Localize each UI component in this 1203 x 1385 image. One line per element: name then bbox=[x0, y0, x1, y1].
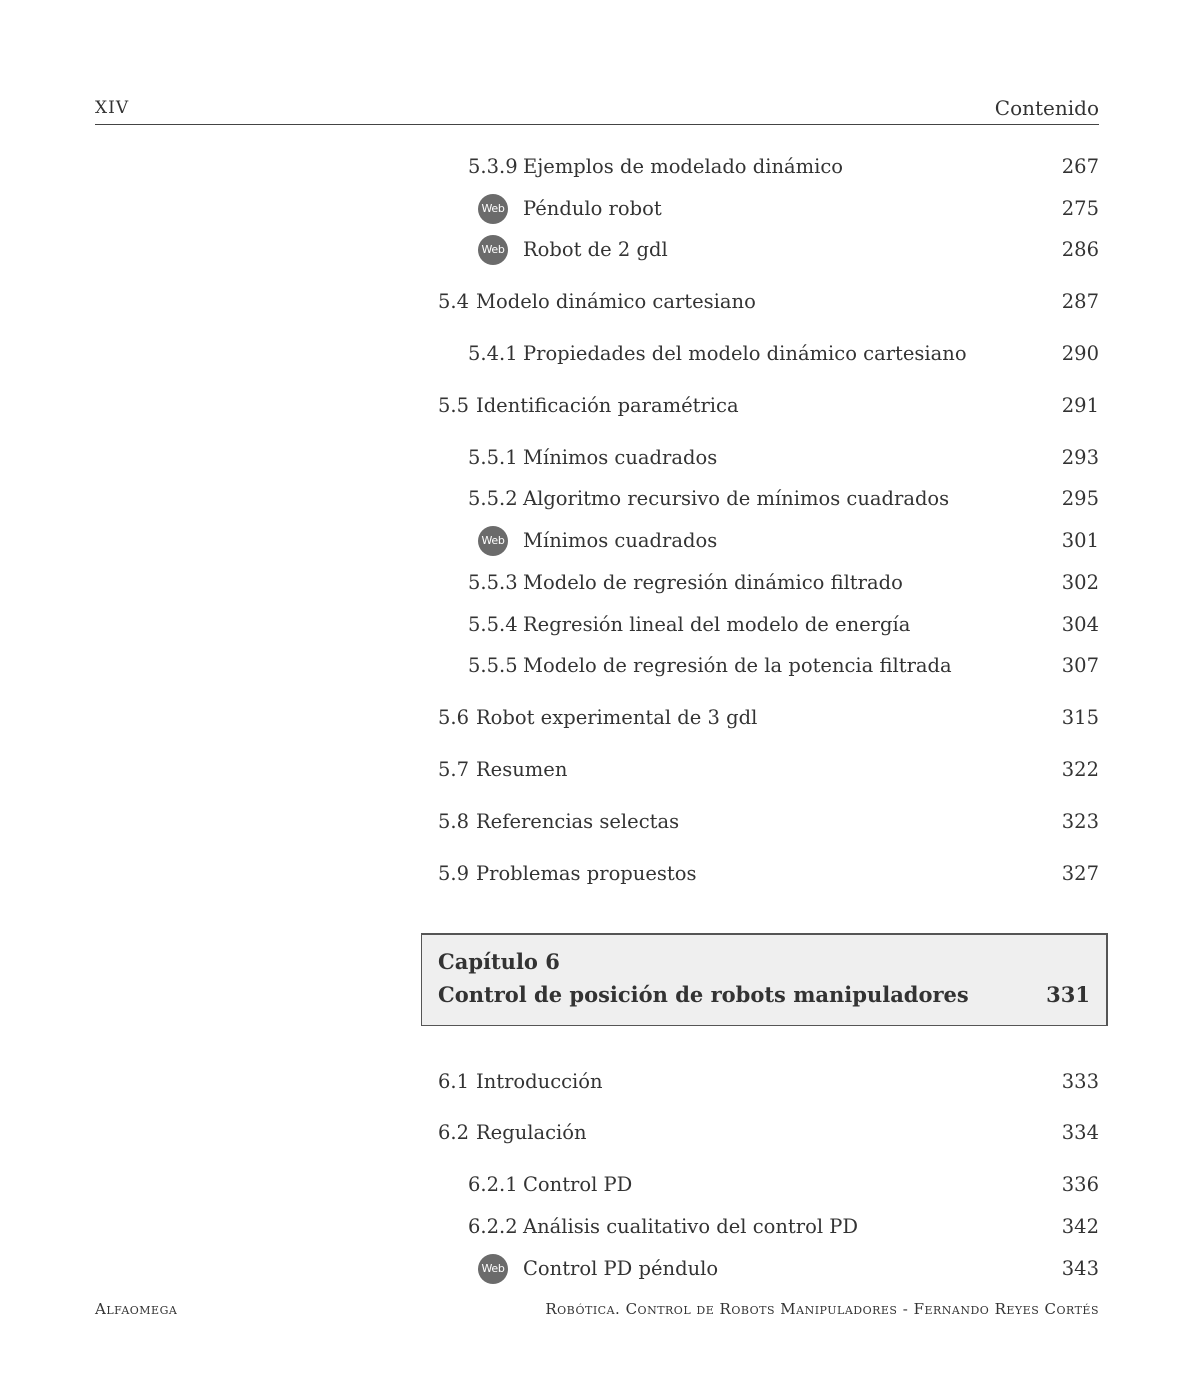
toc-entry[interactable] bbox=[468, 611, 1099, 639]
footer-book-title: Robótica. Control de Robots Manipuladores - Fernando Reyes Cortés bbox=[545, 1300, 1099, 1318]
toc-entry-title: Problemas propuestos bbox=[476, 862, 697, 885]
toc-entry-title: Modelo de regresión dinámico filtrado bbox=[523, 571, 903, 594]
chapter-page: 331 bbox=[1046, 982, 1090, 1007]
toc-entry-title: Péndulo robot bbox=[523, 197, 662, 220]
toc-entry-title: Robot experimental de 3 gdl bbox=[476, 706, 758, 729]
toc-entry-number: 5.5.2 bbox=[468, 487, 518, 510]
toc-entry-number: 5.5.4 bbox=[468, 613, 518, 636]
toc-entry-number: 6.2.2 bbox=[468, 1215, 518, 1238]
toc-entry-title: Referencias selectas bbox=[476, 810, 680, 833]
toc-entry[interactable] bbox=[438, 392, 1099, 420]
toc-entry-number: 5.6 bbox=[438, 706, 470, 729]
toc-entry-title: Regulación bbox=[476, 1121, 587, 1144]
toc-entry[interactable] bbox=[438, 1119, 1099, 1147]
toc-entry-page: 286 bbox=[1061, 238, 1099, 261]
web-icon: Web bbox=[478, 194, 508, 224]
toc-entry-page: 334 bbox=[1061, 1121, 1099, 1144]
chapter-heading-box[interactable] bbox=[421, 933, 1108, 1026]
toc-entry-page: 327 bbox=[1061, 862, 1099, 885]
toc-entry[interactable] bbox=[438, 860, 1099, 888]
toc-entry-web[interactable] bbox=[468, 195, 1099, 223]
toc-entry-number: 6.2.1 bbox=[468, 1173, 518, 1196]
toc-entry-page: 304 bbox=[1061, 613, 1099, 636]
toc-entry[interactable] bbox=[438, 808, 1099, 836]
toc-entry-page: 291 bbox=[1061, 394, 1099, 417]
toc-entry-title: Control PD bbox=[523, 1173, 633, 1196]
toc-entry-title: Ejemplos de modelado dinámico bbox=[523, 155, 844, 178]
toc-entry-number: 5.5.3 bbox=[468, 571, 518, 594]
toc-entry-number: 5.4.1 bbox=[468, 342, 518, 365]
toc-entry-title: Robot de 2 gdl bbox=[523, 238, 668, 261]
toc-entry-page: 275 bbox=[1061, 197, 1099, 220]
toc-entry[interactable] bbox=[468, 485, 1099, 513]
toc-entry-web[interactable] bbox=[468, 236, 1099, 264]
toc-entry[interactable] bbox=[438, 288, 1099, 316]
toc-entry-title: Control PD péndulo bbox=[523, 1257, 719, 1280]
toc-entry-number: 5.7 bbox=[438, 758, 470, 781]
toc-entry-number: 5.8 bbox=[438, 810, 470, 833]
toc-entry-title: Modelo de regresión de la potencia filtrada bbox=[523, 654, 952, 677]
toc-entry-title: Mínimos cuadrados bbox=[523, 529, 718, 552]
toc-entry-number: 5.5 bbox=[438, 394, 470, 417]
toc-entry-page: 301 bbox=[1061, 529, 1099, 552]
toc-entry-page: 307 bbox=[1061, 654, 1099, 677]
toc-entry[interactable] bbox=[468, 569, 1099, 597]
running-head: Contenido bbox=[994, 96, 1099, 120]
toc-entry-page: 333 bbox=[1061, 1070, 1099, 1093]
toc-entry[interactable] bbox=[438, 756, 1099, 784]
toc-entry[interactable] bbox=[468, 340, 1099, 368]
toc-entry-number: 5.9 bbox=[438, 862, 470, 885]
toc-entry[interactable] bbox=[438, 704, 1099, 732]
toc-entry-number: 6.2 bbox=[438, 1121, 470, 1144]
toc-entry-page: 342 bbox=[1061, 1215, 1099, 1238]
toc-entry-web[interactable] bbox=[468, 1255, 1099, 1283]
toc-entry-number: 6.1 bbox=[438, 1070, 470, 1093]
toc-entry-title: Introducción bbox=[476, 1070, 603, 1093]
toc-entry-page: 302 bbox=[1061, 571, 1099, 594]
chapter-title: Control de posición de robots manipuladores bbox=[438, 982, 969, 1007]
toc-entry[interactable] bbox=[468, 153, 1099, 181]
page-number: XIV bbox=[95, 98, 130, 118]
toc-entry-title: Identificación paramétrica bbox=[476, 394, 739, 417]
toc-entry-page: 295 bbox=[1061, 487, 1099, 510]
web-icon: Web bbox=[478, 235, 508, 265]
web-icon: Web bbox=[478, 526, 508, 556]
toc-entry-title: Mínimos cuadrados bbox=[523, 446, 718, 469]
toc-entry-title: Algoritmo recursivo de mínimos cuadrados bbox=[523, 487, 950, 510]
web-icon: Web bbox=[478, 1254, 508, 1284]
toc-entry-page: 293 bbox=[1061, 446, 1099, 469]
toc-entry[interactable] bbox=[468, 1213, 1099, 1241]
footer-publisher: Alfaomega bbox=[95, 1300, 178, 1318]
toc-entry-number: 5.5.5 bbox=[468, 654, 518, 677]
toc-entry-page: 267 bbox=[1061, 155, 1099, 178]
toc-entry-title: Resumen bbox=[476, 758, 568, 781]
toc-entry-title: Análisis cualitativo del control PD bbox=[523, 1215, 859, 1238]
toc-entry-page: 336 bbox=[1061, 1173, 1099, 1196]
toc-entry-web[interactable] bbox=[468, 527, 1099, 555]
toc-entry-number: 5.4 bbox=[438, 290, 470, 313]
toc-entry[interactable] bbox=[468, 652, 1099, 680]
toc-entry-title: Propiedades del modelo dinámico cartesiano bbox=[523, 342, 967, 365]
chapter-label: Capítulo 6 bbox=[438, 949, 560, 974]
page-header bbox=[95, 96, 1099, 125]
toc-entry-page: 322 bbox=[1061, 758, 1099, 781]
toc-entry-number: 5.5.1 bbox=[468, 446, 518, 469]
toc-entry-page: 343 bbox=[1061, 1257, 1099, 1280]
toc-entry-title: Regresión lineal del modelo de energía bbox=[523, 613, 911, 636]
toc-entry-page: 290 bbox=[1061, 342, 1099, 365]
toc-entry-page: 315 bbox=[1061, 706, 1099, 729]
toc-entry-number: 5.3.9 bbox=[468, 155, 518, 178]
toc-entry-title: Modelo dinámico cartesiano bbox=[476, 290, 756, 313]
toc-entry[interactable] bbox=[468, 444, 1099, 472]
toc-entry[interactable] bbox=[468, 1171, 1099, 1199]
toc-entry[interactable] bbox=[438, 1068, 1099, 1096]
toc-entry-page: 287 bbox=[1061, 290, 1099, 313]
toc-entry-page: 323 bbox=[1061, 810, 1099, 833]
